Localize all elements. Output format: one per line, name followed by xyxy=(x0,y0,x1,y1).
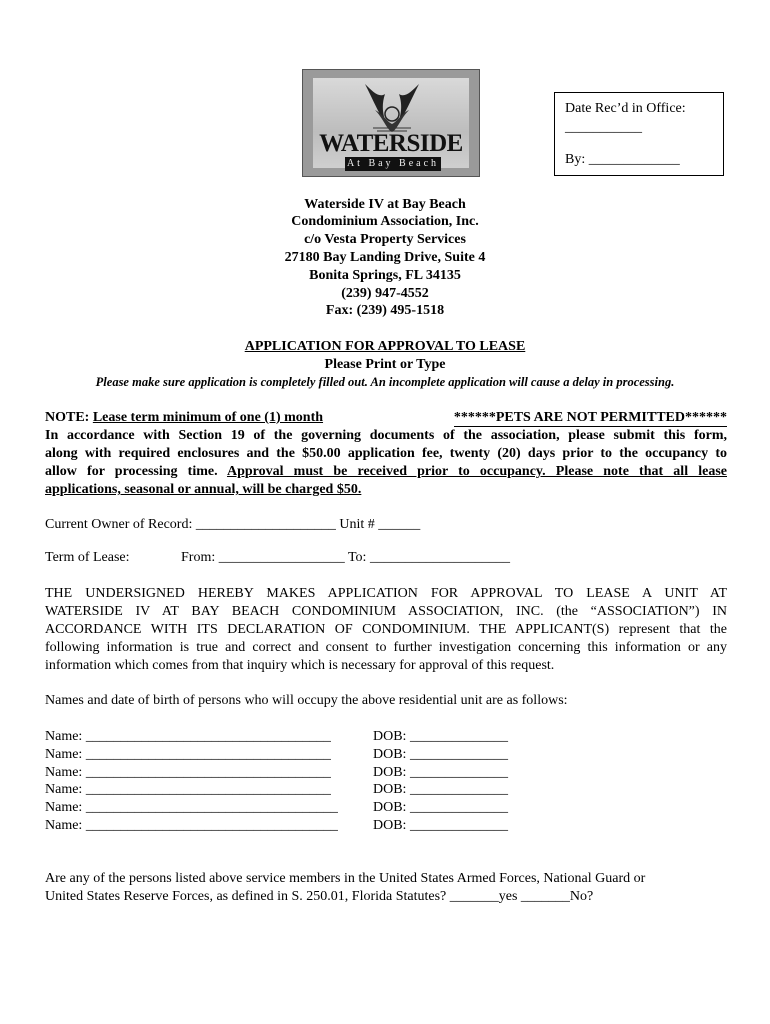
received-by-field[interactable]: By: _____________ xyxy=(565,152,680,167)
lease-from-to-field[interactable]: From: __________________ To: ____________________ xyxy=(181,550,510,565)
occupant-name-field[interactable]: Name: ___________________________________ xyxy=(45,765,331,780)
address-line-5: Bonita Springs, FL 34135 xyxy=(309,268,461,283)
note-line-3b: Approval must be received prior to occupancy. Please note that all lease xyxy=(226,464,727,479)
declaration-line-5: information which comes from that inquiry which is necessary for approval of this request. xyxy=(45,658,555,673)
date-received-label: Date Rec’d in Office: xyxy=(565,101,686,116)
form-title-text: APPLICATION FOR APPROVAL TO LEASE xyxy=(244,339,526,354)
print-note: Please Print or Type xyxy=(324,357,446,372)
names-intro: Names and date of birth of persons who will occupy the above residential unit are as follows: xyxy=(45,693,568,708)
note-line-3 xyxy=(45,464,727,480)
service-question-line-1: Are any of the persons listed above service members in the United States Armed Forces, National Guard or xyxy=(45,871,646,886)
declaration-line-4: following information is true and correct and consent to further investigation concerning this information or any xyxy=(45,640,727,655)
declaration-line-3: ACCORDANCE WITH ITS DECLARATION OF CONDOMINIUM. THE APPLICANT(S) represent that the xyxy=(45,622,727,637)
occupant-dob-field[interactable]: DOB: ______________ xyxy=(373,818,508,833)
phone-number: (239) 947-4552 xyxy=(341,286,429,301)
pets-note: ******PETS ARE NOT PERMITTED****** xyxy=(453,410,727,425)
note-line-3a: allow for processing time. xyxy=(45,464,227,479)
occupant-name-field[interactable]: Name: ___________________________________ xyxy=(45,782,331,797)
note-line-4 xyxy=(45,482,727,498)
occupant-dob-field[interactable]: DOB: ______________ xyxy=(373,765,508,780)
note-header xyxy=(45,410,727,426)
occupant-dob-field[interactable]: DOB: ______________ xyxy=(373,747,508,762)
declaration-line-1: THE UNDERSIGNED HEREBY MAKES APPLICATION FOR APPROVAL TO LEASE A UNIT AT xyxy=(45,586,727,601)
date-received-blank[interactable]: ___________ xyxy=(565,120,642,135)
occupant-dob-field[interactable]: DOB: ______________ xyxy=(373,782,508,797)
owner-of-record-field[interactable]: Current Owner of Record: ____________________ Unit # ______ xyxy=(45,517,421,532)
declaration-line-2: WATERSIDE IV AT BAY BEACH CONDOMINIUM ASSOCIATION, INC. (the “ASSOCIATION”) IN xyxy=(45,604,727,619)
address-line-1: Waterside IV at Bay Beach xyxy=(304,197,466,212)
note-line-1: In accordance with Section 19 of the governing documents of the association, please submit this form, xyxy=(45,428,727,443)
address-line-3: c/o Vesta Property Services xyxy=(304,232,466,247)
note-line-2: along with required enclosures and the $50.00 application fee, twenty (20) days prior to the occupancy to xyxy=(45,446,727,461)
occupant-name-field[interactable]: Name: ____________________________________ xyxy=(45,818,338,833)
address-line-4: 27180 Bay Landing Drive, Suite 4 xyxy=(284,250,486,265)
note-line-4-text: applications, seasonal or annual, will be charged $50. xyxy=(45,482,362,497)
form-title xyxy=(0,339,770,355)
logo-wordmark: WATERSIDE xyxy=(319,130,463,157)
fax-number: Fax: (239) 495-1518 xyxy=(325,303,445,318)
occupant-name-field[interactable]: Name: ___________________________________ xyxy=(45,729,331,744)
waterside-logo xyxy=(302,69,480,177)
lease-term-note: Lease term minimum of one (1) month xyxy=(92,410,324,425)
office-use-box xyxy=(554,92,724,176)
service-question-line-2[interactable]: United States Reserve Forces, as defined in S. 250.01, Florida Statutes? _______yes _______No? xyxy=(45,889,594,904)
address-line-2: Condominium Association, Inc. xyxy=(291,214,479,229)
term-of-lease-label: Term of Lease: xyxy=(45,550,130,565)
logo-subtitle: At Bay Beach xyxy=(346,158,440,169)
occupant-name-field[interactable]: Name: ___________________________________ xyxy=(45,747,331,762)
occupant-dob-field[interactable]: DOB: ______________ xyxy=(373,800,508,815)
occupant-name-field[interactable]: Name: ____________________________________ xyxy=(45,800,338,815)
note-prefix: NOTE: xyxy=(45,410,93,425)
fill-note: Please make sure application is completely filled out. An incomplete application will cause a delay in processing. xyxy=(95,375,675,389)
occupant-dob-field[interactable]: DOB: ______________ xyxy=(373,729,508,744)
